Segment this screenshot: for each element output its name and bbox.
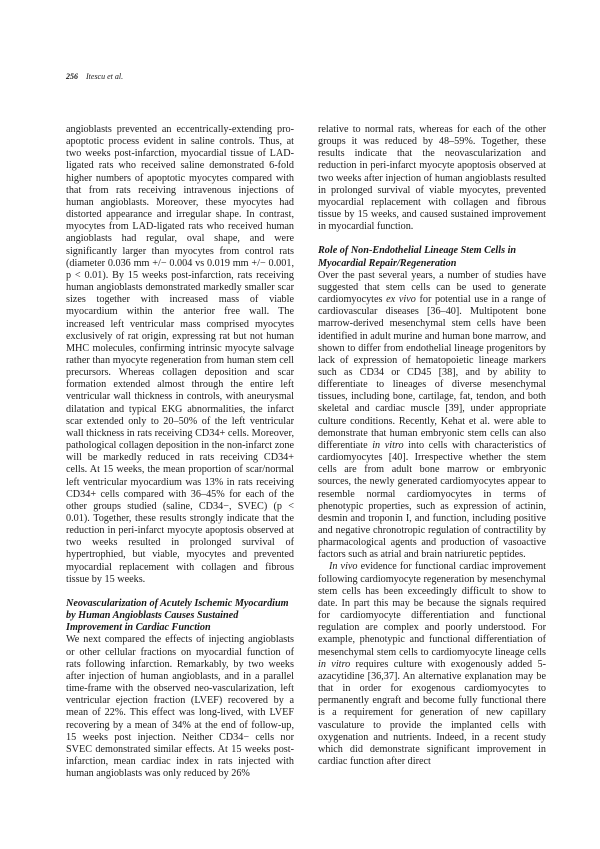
ex-vivo-term: ex vivo bbox=[386, 294, 416, 306]
running-head-authors: Itescu et al. bbox=[86, 72, 124, 81]
left-paragraph-2: We next compared the effects of injecting angioblasts or other cellular fractions on myocardial function of rats following infarction. Remarkably, by two weeks after injection of human angioblasts, and in a parallel time-frame with the observed neo-vascularization, left ventricular ejection fraction (LVEF) recovered by a mean of 22%. This effect was long-lived, with LVEF recovering by a mean of 34% at the end of follow-up, 15 weeks post injection. Neither CD34− cells nor SVEC demonstrated similar effects. At 15 weeks post-infarction, mean cardiac index in rats injected with human angioblasts was only reduced by 26% bbox=[66, 634, 294, 780]
in-vitro-term: in vitro bbox=[372, 439, 404, 451]
in-vitro-term: in vitro bbox=[318, 658, 351, 670]
running-header bbox=[66, 72, 123, 82]
section-heading-neovascularization: Neovascularization of Acutely Ischemic Myocardium by Human Angioblasts Causes Sustained Improvement in Cardiac Function bbox=[66, 597, 289, 634]
section-heading-non-endothelial-stem-cells: Role of Non-Endothelial Lineage Stem Cells in Myocardial Repair/Regeneration bbox=[318, 245, 517, 269]
page-number: 256 bbox=[66, 72, 78, 81]
right-paragraph-1: relative to normal rats, whereas for each of the other groups it was reduced by 48–59%. Together, these results indicate that the neovascularization and reduction in peri-infarct myocyte apoptosis observed at two weeks after injection of human angioblasts resulted in prolonged survival of viable myocytes, prevented myocardial replacement with collagen and fibrous tissue by 15 weeks, and caused sustained improvement in myocardial function. bbox=[318, 124, 546, 233]
right-paragraph-2: Over the past several years, a number of studies have suggested that stem cells can be used to generate cardiomyocytes ex vivo for potential use in a range of cardiovascular diseases [36–40]. Multipotent bone marrow-derived mesenchymal stem cells have been identified in adult murine and human bone marrow, and shown to differ from endothelial lineage progenitors by lack of expression of hematopoietic lineage markers such as CD34 or CD45 [38], and by ability to differentiate to lineages of diverse mesenchymal tissues, including bone, cartilage, fat, tendon, and both skeletal and cardiac muscle [39], under appropriate culture conditions. Recently, Kehat et al. were able to demonstrate that human embryonic stem cells can also differentiate in vitro into cells with characteristics of cardiomyocytes [40]. Irrespective whether the stem cells are from adult bone marrow or embryonic sources, the newly generated cardiomyocytes appear to resemble normal cardiomyocytes in terms of phenotypic properties, such as expression of actinin, desmin and troponin I, and function, including positive and negative chronotropic regulation of contractility by pharmacological agents and production of vasoactive factors such as atrial and brain natriuretic peptides. bbox=[318, 269, 547, 561]
left-column bbox=[66, 124, 294, 780]
right-column bbox=[318, 124, 546, 768]
in-vivo-term: In vivo bbox=[329, 561, 358, 573]
left-paragraph-1: angioblasts prevented an eccentrically-extending pro-apoptotic process evident in saline controls. Thus, at two weeks post-infarction, myocardial tissue of LAD-ligated rats who received saline demonstrated 6-fold higher numbers of apoptotic myocytes compared with that from rats receiving intravenous injections of human angioblasts. Moreover, these myocytes had distorted appearance and irregular shape. In contrast, myocytes from LAD-ligated rats who received human angioblasts had regular, oval shape, and were significantly larger than myocytes from control rats (diameter 0.036 mm +/− 0.004 vs 0.019 mm +/− 0.001, p < 0.01). By 15 weeks post-infarction, rats receiving human angioblasts demonstrated markedly smaller scar sizes together with increased mass of viable myocardium within the anterior free wall. The increased left ventricular mass comprised myocytes exclusively of rat origin, expressing rat but not human MHC molecules, confirming intrinsic myocyte salvage rather than myocyte regeneration from human stem cell precursors. Whereas collagen deposition and scar formation extended almost through the entire left ventricular wall thickness in controls, with aneurysmal dilatation and typical EKG abnormalities, the infarct scar extended only to 20–50% of the left ventricular wall thickness in rats receiving CD34+ cells. Moreover, pathological collagen deposition in the non-infarct zone will be markedly reduced in rats receiving CD34+ cells. At 15 weeks, the mean proportion of scar/normal left ventricular myocardium was 13% in rats receiving CD34+ cells compared with 36–45% for each of the other groups studied (saline, CD34−, SVEC) (p < 0.01). Together, these results strongly indicate that the reduction in peri-infarct myocyte apoptosis observed at two weeks resulted in prolonged survival of hypertrophied, but viable, myocytes and prevented myocardial replacement with collagen and fibrous tissue by 15 weeks. bbox=[66, 124, 294, 585]
right-paragraph-3: In vivo evidence for functional cardiac improvement following cardiomyocyte regeneration by mesenchymal stem cells has been exceedingly difficult to show to date. In part this may be because the signals required for cardiomyocyte differentiation and functional regulation are complex and poorly understood. For example, phenotypic and functional differentiation of mesenchymal stem cells to cardiomyocyte lineage cells in vitro requires culture with exogenously added 5-azacytidine [36,37]. An alternative explanation may be that in order for exogenous cardiomyocytes to permanently engraft and become fully functional there is a requirement for generation of new capillary vasculature to provide the implanted cells with oxygenation and nutrients. Indeed, in a recent study which did demonstrate significant improvement in cardiac function after direct bbox=[318, 561, 546, 767]
